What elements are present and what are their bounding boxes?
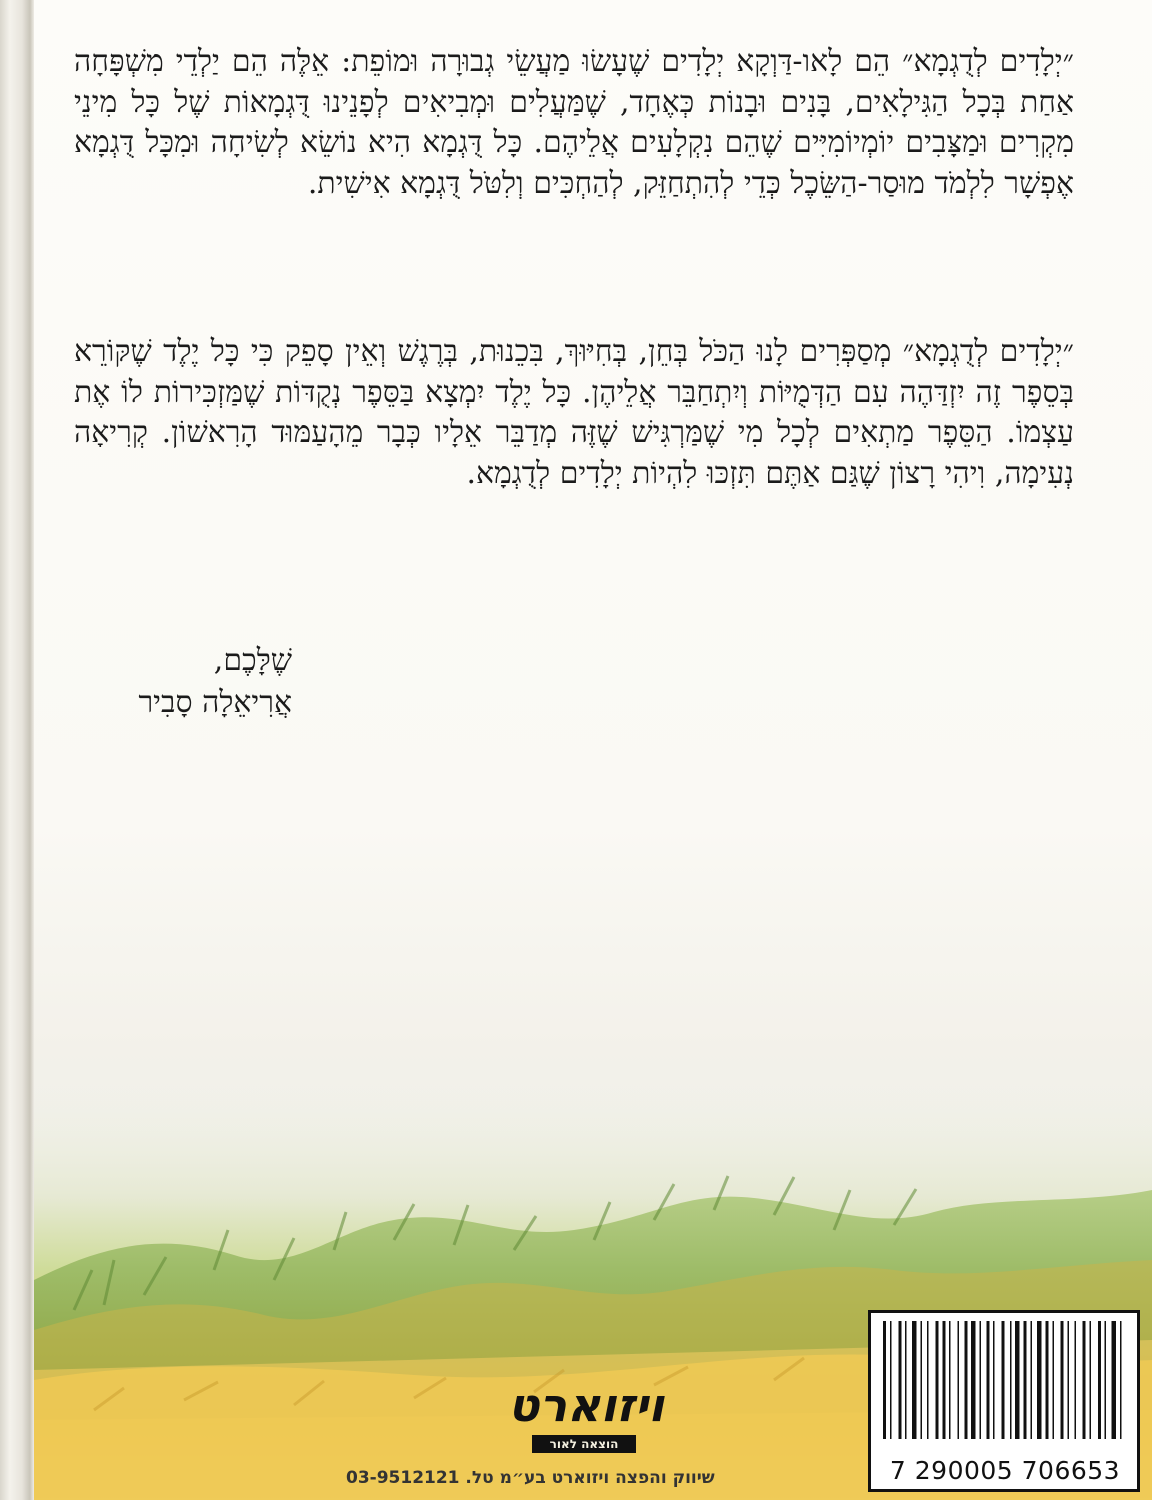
- author-signoff: [32, 640, 292, 724]
- barcode-bar: [1010, 1321, 1012, 1439]
- barcode-bar: [1024, 1321, 1027, 1439]
- barcode-bar: [927, 1321, 929, 1439]
- barcode-bar: [890, 1321, 892, 1439]
- barcode-bar: [1098, 1321, 1101, 1439]
- barcode-bar: [958, 1321, 960, 1439]
- barcode-bar: [971, 1321, 976, 1439]
- barcode-bar: [980, 1321, 982, 1439]
- publisher-logo-subtitle: הוצאה לאור: [532, 1435, 636, 1453]
- barcode-bar: [1112, 1321, 1117, 1439]
- barcode-bar: [1105, 1321, 1107, 1439]
- publisher-logo: [508, 1375, 664, 1455]
- barcode-bar: [993, 1321, 995, 1439]
- author-name: אֲרִיאֵלָה סָבִיר: [138, 685, 292, 720]
- barcode-bar: [1046, 1321, 1049, 1439]
- publisher-logo-wordmark: ויזוארט: [508, 1378, 664, 1432]
- barcode-bar: [921, 1321, 923, 1439]
- barcode-bar: [1068, 1321, 1070, 1439]
- barcode-bar: [936, 1321, 939, 1439]
- barcode-bar: [899, 1321, 902, 1439]
- barcode-label: [868, 1310, 1140, 1492]
- barcode-bar: [965, 1321, 968, 1439]
- intro-paragraph-text: ״יְלָדִים לְדֻגְמָא״ הֵם לָאו-דַּוְקָא יְלָדִים שֶׁעָשׂוּ מַעֲשֵׂי גְבוּרָה וּמוֹפֵת: אֵלֶּה הֵם יַלְדֵי מִשְׁפָּחָה אַחַת בְּכָל הַגִּילָאִים, בָּנִים וּבָנוֹת כְּאֶחָד, שֶׁמַּעֲלִים וּמְבִיאִים לְפָנֵינוּ דֻּגְמָאוֹת שֶׁל כָּל מִינֵי מִקְרִים וּמַצָּבִים יוֹמְיוֹמִיִּים שֶׁהֵם נִקְלָעִים אֲלֵיהֶם. כָּל דֻּגְמָא הִיא נוֹשֵׂא לְשִׂיחָה וּמִכָּל דֻּגְמָא אֶפְשָׁר לִלְמֹד מוּסַר-הַשֵּׂכֶל כְּדֵי לְהִתְחַזֵּק, לְהַחְכִּים וְלִטֹּל דֻּגְמָא אִישִׁית.: [74, 44, 1074, 201]
- barcode-bar: [1053, 1321, 1055, 1439]
- barcode-bar: [883, 1321, 886, 1439]
- signoff-closing: שֶׁלָּכֶם,: [213, 643, 292, 678]
- barcode-bar: [905, 1321, 907, 1439]
- barcode-bars: [881, 1321, 1127, 1439]
- barcode-bar: [1015, 1321, 1020, 1439]
- distribution-line: שיווק והפצה ויזוארט בע״מ טל. 03-9512121: [346, 1468, 715, 1488]
- barcode-bar: [1075, 1321, 1077, 1439]
- barcode-bar: [1037, 1321, 1042, 1439]
- barcode-bar: [1120, 1321, 1122, 1439]
- barcode-bar: [912, 1321, 917, 1439]
- barcode-number: 7 290005 706653: [889, 1456, 1121, 1485]
- barcode-bar: [1061, 1321, 1064, 1439]
- barcode-bar: [1083, 1321, 1086, 1439]
- barcode-bar: [1002, 1321, 1005, 1439]
- barcode-bar: [949, 1321, 951, 1439]
- second-paragraph-text: ״יְלָדִים לְדֻגְמָא״ מְסַפְּרִים לָנוּ הַכֹּל בְּחֵן, בְּחִיּוּךְ, בִּכֵנוּת, בְּרֶגֶשׁ וְאֵין סָפֵק כִּי כָּל יֶלֶד שֶׁקּוֹרֵא בְּסֵפֶר זֶה יִזְדַּהֶה עִם הַדְּמֻיּוֹת וְיִתְחַבֵּר אֲלֵיהֶן. כָּל יֶלֶד יִמְצָא בַּסֵּפֶר נְקֻדּוֹת שֶׁמַּזְכִּירוֹת לוֹ אֶת עַצְמוֹ. הַסֵּפֶר מַתְאִים לְכָל מִי שֶׁמַּרְגִּישׁ שֶׁזֶּה מְדַבֵּר אֵלָיו כְּבָר מֵהָעַמּוּד הָרִאשׁוֹן. קְרִיאָה נְעִימָה, וִיהִי רָצוֹן שֶׁגַּם אַתֶּם תִּזְכּוּ לִהְיוֹת יְלָדִים לְדֻגְמָא.: [74, 334, 1074, 491]
- barcode-bar: [1031, 1321, 1033, 1439]
- barcode-bar: [943, 1321, 946, 1439]
- barcode-bar: [987, 1321, 990, 1439]
- second-paragraph: [74, 332, 1074, 494]
- intro-paragraph: [74, 42, 1074, 204]
- barcode-bar: [1090, 1321, 1092, 1439]
- book-spine: [0, 0, 34, 1500]
